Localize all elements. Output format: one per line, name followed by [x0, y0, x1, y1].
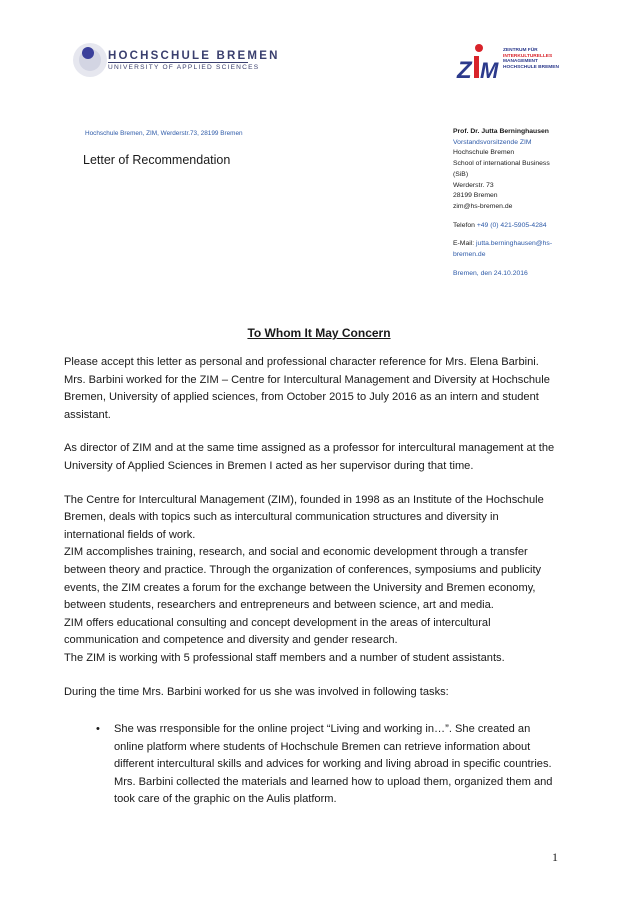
letter-date: Bremen, den 24.10.2016 — [453, 269, 528, 277]
zim-line: ZENTRUM FÜR — [503, 48, 538, 53]
zim-logo-text — [503, 48, 559, 70]
paragraph: ZIM offers educational consulting and concept development in the areas of intercultural communication and competence and diversity and gender research. — [64, 616, 491, 647]
svg-text:Z: Z — [457, 57, 472, 84]
address-line: Werderstr. 73 — [453, 181, 494, 189]
bullet-icon: • — [96, 723, 100, 736]
address-line: 28199 Bremen — [453, 192, 498, 200]
address-block — [453, 127, 573, 279]
hochschule-bremen-logo — [70, 36, 280, 86]
sender-line: Hochschule Bremen, ZIM, Werderstr.73, 28199 Bremen — [85, 130, 243, 137]
paragraph: The Centre for Intercultural Management (ZIM), founded in 1998 as an Institute of the Hochschule Bremen, deals with topics such as intercultural communication structures and diversity in international fields of work. — [64, 493, 544, 541]
page-number: 1 — [552, 850, 558, 864]
zim-line: HOCHSCHULE BREMEN — [503, 64, 559, 70]
paragraph: As director of ZIM and at the same time assigned as a professor for intercultural management at the University of Applied Sciences in Bremen I acted as her supervisor during that time. — [64, 442, 555, 472]
zim-line: MANAGEMENT — [503, 59, 538, 65]
sender-role: Vorstandsvorsitzende ZIM — [453, 138, 532, 146]
address-line: School of international Business — [453, 160, 550, 168]
paragraph: During the time Mrs. Barbini worked for us she was involved in following tasks: — [64, 685, 449, 698]
phone-line — [453, 221, 573, 232]
address-line: zim@hs-bremen.de — [453, 202, 513, 210]
svg-text:M: M — [480, 58, 499, 83]
list-item — [64, 721, 556, 809]
sender-name: Prof. Dr. Jutta Berninghausen — [453, 128, 549, 135]
paragraph: Mrs. Barbini worked for the ZIM – Centre for Intercultural Management and Diversity at Hochschule Bremen, University of applied sciences, from October 2015 to July 2016 as an intern and student assistant. — [64, 373, 550, 421]
address-line: Hochschule Bremen — [453, 149, 515, 157]
paragraph: The ZIM is working with 5 professional staff members and a number of student assistants. — [64, 651, 505, 664]
zim-mark-icon — [455, 42, 501, 86]
paragraph: Please accept this letter as personal and professional character reference for Mrs. Elena Barbini. — [64, 356, 539, 368]
paragraph: ZIM accomplishes training, research, and social and economic development through a transfer between theory and practice. Through the organization of conferences, symposiums and publicity events, the ZIM creates a forum for the exchange between the University and Bremen economy, between students, researchers and entrepreneurs and between science, art and media. — [64, 546, 542, 612]
zim-line: INTERKULTURELLES — [503, 53, 553, 59]
phone-label: Telefon — [453, 221, 475, 229]
email-address[interactable]: jutta.berninghausen@hs-bremen.de — [453, 240, 553, 259]
email-line — [453, 239, 573, 260]
email-label: E-Mail: — [453, 240, 475, 248]
logo-divider — [108, 62, 248, 63]
phone-number: +49 (0) 421-5905-4284 — [476, 221, 547, 229]
letter-heading: To Whom It May Concern — [247, 326, 391, 340]
hochschule-circle-icon — [70, 36, 110, 86]
letter-body — [64, 354, 556, 809]
document-title: Letter of Recommendation — [83, 153, 231, 167]
address-line: (SiB) — [453, 170, 469, 178]
task-list — [64, 721, 556, 809]
zim-logo — [455, 42, 565, 90]
logo-name: HOCHSCHULE BREMEN — [108, 50, 280, 62]
list-item-text: She was rresponsible for the online project “Living and working in…”. She created an online platform where students of Hochschule Bremen can retrieve information about different intercultural skills and advices for working and living abroad in specific countries. Mrs. Barbini collected the materials and learned how to upload them, organized them and took care of the graphic on the Aulis platform. — [114, 723, 553, 806]
logo-subtitle: UNIVERSITY OF APPLIED SCIENCES — [108, 64, 260, 71]
